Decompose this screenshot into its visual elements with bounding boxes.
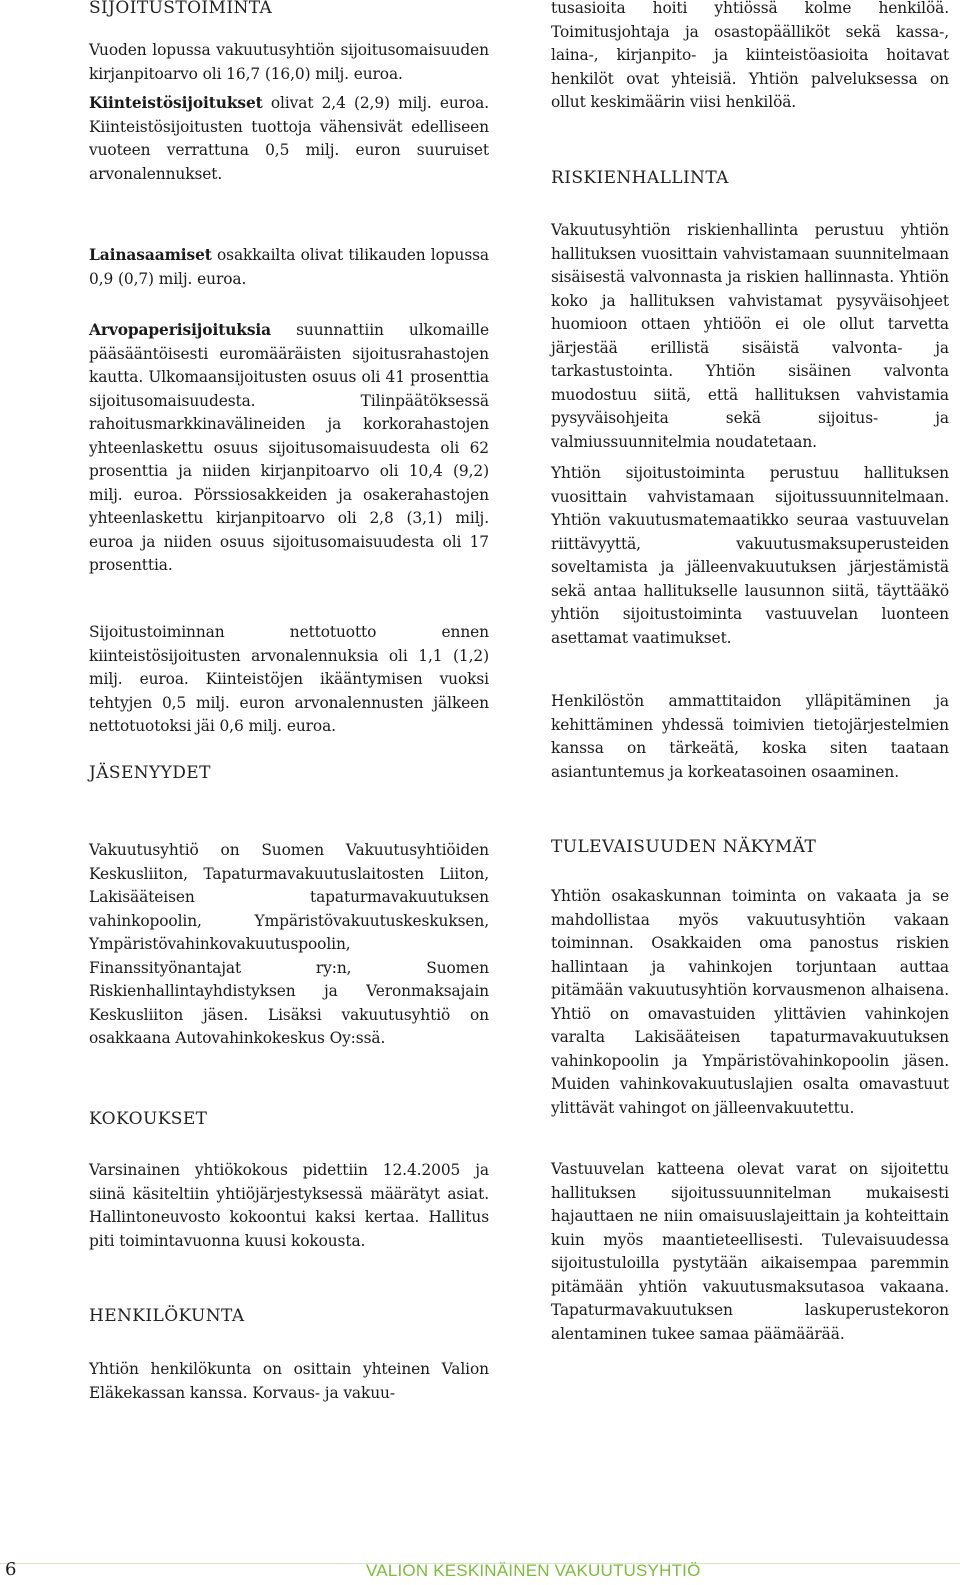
- heading-kokoukset: KOKOUKSET: [89, 1109, 208, 1129]
- lead-loans: Lainasaamiset: [89, 246, 212, 264]
- heading-tulevaisuuden-nakymat: TULEVAISUUDEN NÄKYMÄT: [551, 837, 817, 857]
- text-real-estate: olivat 2,4 (2,9) milj. euroa. Kiinteistösijoitusten tuottoja vähensivät edelliseen vuoteen verrattuna 0,5 milj. euron suuruiset arvonalennukset.: [89, 94, 489, 183]
- heading-riskienhallinta: RISKIENHALLINTA: [551, 168, 729, 188]
- heading-jasenyydet: JÄSENYYDET: [89, 763, 211, 783]
- paragraph-portfolio-value: Vuoden lopussa vakuutusyhtiön sijoitusomaisuuden kirjanpitoarvo oli 16,7 (16,0) milj. euroa.: [89, 41, 489, 83]
- paragraph-loans: [89, 244, 489, 291]
- footer-company-name: VALION KESKINÄINEN VAKUUTUSYHTIÖ: [366, 1561, 701, 1580]
- text-loans: osakkailta olivat tilikauden lopussa 0,9 (0,7) milj. euroa.: [89, 246, 489, 288]
- paragraph-memberships: Vakuutusyhtiö on Suomen Vakuutusyhtiöiden Keskusliiton, Tapaturmavakuutuslaitosten Liiton, Lakisääteisen tapaturmavakuutuksen vahinkopoolin, Ympäristövakuutuskeskuksen, Ympäristövahinkovakuutuspoolin, Finanssityönantajat ry:n, Suomen Riskienhallintayhdistyksen ja Veronmaksajain Keskusliiton jäsen. Lisäksi vakuutusyhtiö on osakkaana Autovahinkokeskus Oy:ssä.: [89, 841, 489, 1047]
- lead-real-estate: Kiinteistösijoitukset: [89, 94, 263, 112]
- paragraph-securities: [89, 319, 489, 578]
- page-number: 6: [5, 1559, 17, 1580]
- lead-securities: Arvopaperisijoituksia: [89, 321, 272, 339]
- text-securities: suunnattiin ulkomaille pääsääntöisesti euromääräisten sijoitusrahastojen kautta. Ulkomaansijoitusten osuus oli 41 prosenttia sijoitusomaisuudesta. Tilinpäätöksessä rahoitusmarkkinavälineiden ja korkorahastojen yhteenlaskettu osuus sijoitusomaisuudesta oli 62 prosenttia ja niiden kirjanpitoarvo oli 10,4 (9,2) milj. euroa. Pörssiosakkeiden ja osakerahastojen yhteenlaskettu kirjanpitoarvo oli 2,8 (3,1) milj. euroa ja niiden osuus sijoitusomaisuudesta oli 17 prosenttia.: [89, 321, 489, 574]
- paragraph-personnel-continued: tusasioita hoiti yhtiössä kolme henkilöä. Toimitusjohtaja ja osastopäälliköt sekä kassa-, laina-, kirjanpito- ja kiinteistöasioita hoitavat henkilöt ovat yhteisiä. Yhtiön palveluksessa on ollut keskimäärin viisi henkilöä.: [551, 0, 949, 111]
- paragraph-meetings: Varsinainen yhtiökokous pidettiin 12.4.2005 ja siinä käsiteltiin yhtiöjärjestyksessä määrätyt asiat. Hallintoneuvosto kokoontui kaksi kertaa. Hallitus piti toimintavuonna kuusi kokousta.: [89, 1161, 489, 1250]
- heading-henkilokunta: HENKILÖKUNTA: [89, 1306, 245, 1326]
- heading-sijoitustoiminta: SIJOITUSTOIMINTA: [89, 0, 273, 18]
- paragraph-net-return: Sijoitustoiminnan nettotuotto ennen kiinteistösijoitusten arvonalennuksia oli 1,1 (1,2) milj. euroa. Kiinteistöjen ikääntymisen vuoksi tehtyjen 0,5 milj. euron arvonalennusten jälkeen nettotuotoksi jäi 0,6 milj. euroa.: [89, 623, 489, 735]
- paragraph-outlook: Yhtiön osakaskunnan toiminta on vakaata ja se mahdollistaa myös vakuutusyhtiön vakaan toiminnan. Osakkaiden oma panostus riskien hallintaan ja vahinkojen torjuntaan auttaa pitämään vakuutusyhtiön korvausmenon alhaisena. Yhtiö on omavastuiden ylittävien vahinkojen varalta Lakisääteisen tapaturmavakuutuksen vahinkopoolin ja Ympäristövahinkopoolin jäsen. Muiden vahinkovakuutuslajien osalta omavastuut ylittävät vahingot on jälleenvakuutettu.: [551, 887, 949, 1117]
- paragraph-competence: Henkilöstön ammattitaidon ylläpitäminen ja kehittäminen yhdessä toimivien tietojärjestelmien kanssa on tärkeätä, koska siten taataan asiantuntemus ja korkeatasoinen osaaminen.: [551, 692, 949, 781]
- paragraph-real-estate: [89, 92, 489, 186]
- paragraph-investment-plan: Yhtiön sijoitustoiminta perustuu hallituksen vuosittain vahvistamaan sijoitussuunnitelmaan. Yhtiön vakuutusmatemaatikko seuraa vastuuvelan riittävyyttä, vakuutusmaksuperusteiden soveltamista ja jälleenvakuutuksen järjestämistä sekä antaa hallitukselle lausunnon siitä, täyttääkö yhtiön sijoitustoiminta vastuuvelan luonteen asettamat vaatimukset.: [551, 464, 949, 647]
- paragraph-personnel: Yhtiön henkilökunta on osittain yhteinen Valion Eläkekassan kanssa. Korvaus- ja vakuu-: [89, 1360, 489, 1402]
- paragraph-risk-management: Vakuutusyhtiön riskienhallinta perustuu yhtiön hallituksen vuosittain vahvistamaan suunnitelmaan sisäisestä valvonnasta ja riskien hallinnasta. Yhtiön koko ja hallituksen vahvistamat pysyväisohjeet huomioon ottaen yhtiöön ei ole ollut tarvetta järjestää erillistä sisäistä valvonta- ja tarkastustointa. Yhtiön sisäinen valvonta muodostuu siitä, että hallituksen vahvistamia pysyväisohjeita sekä sijoitus- ja valmiussuunnitelmia noudatetaan.: [551, 221, 949, 451]
- paragraph-liabilities: Vastuuvelan katteena olevat varat on sijoitettu hallituksen sijoitussuunnitelman mukaisesti hajauttaen ne niin omaisuuslajeittain ja kohteittain kuin myös maantieteellisesti. Tulevaisuudessa sijoitustuloilla pystytään aikaisempaa paremmin pitämään yhtiön vakuutusmaksutasoa vakaana. Tapaturmavakuutuksen laskuperustekoron alentaminen tukee samaa päämäärää.: [551, 1160, 949, 1343]
